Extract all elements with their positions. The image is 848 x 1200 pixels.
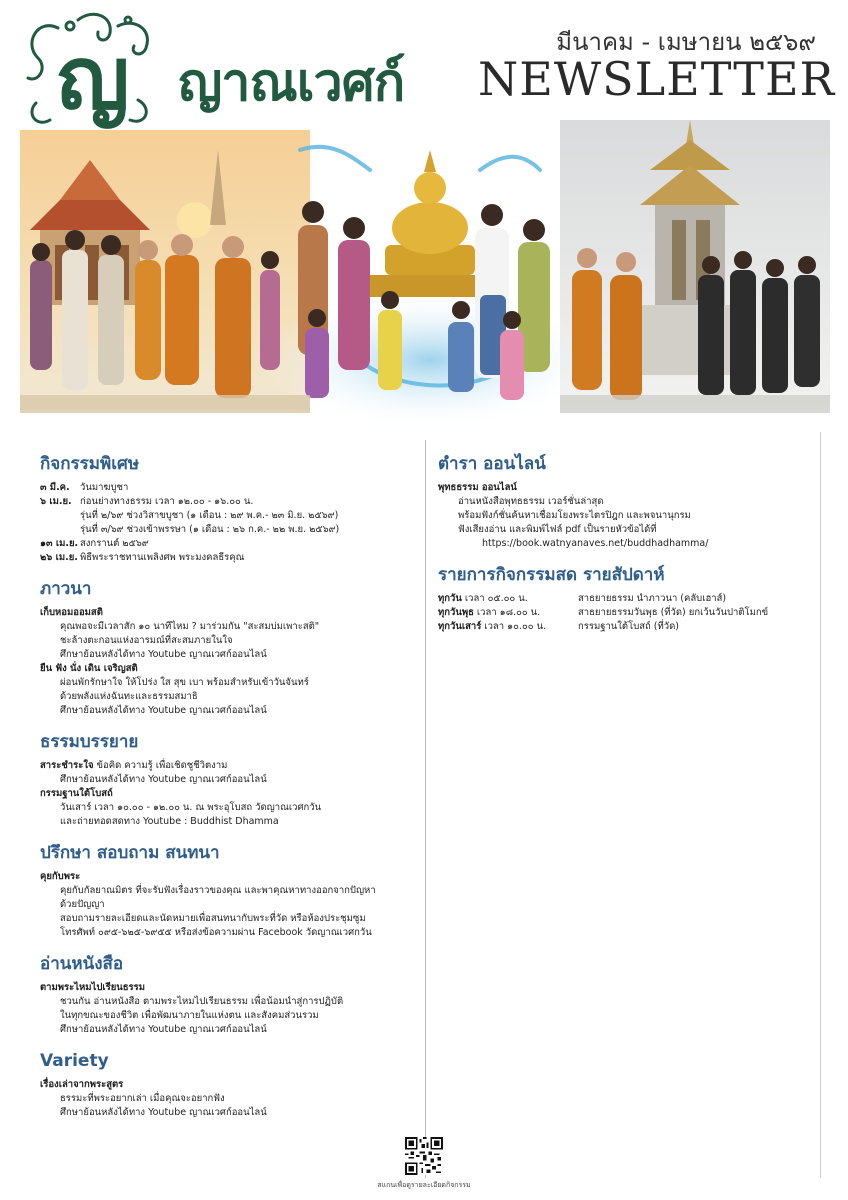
right-rule [820,432,821,1178]
event-date: ๑๓ เม.ย. [40,538,79,549]
event-row [40,537,420,551]
header [0,0,848,129]
body-line: อ่านหนังสือพุทธธรรม เวอร์ชั่นล่าสุด [458,496,604,507]
body-line: สอบถามรายละเอียดและนัดหมายเพื่อสนทนากับพระที่วัด หรือห้องประชุมซูม [60,913,366,924]
body-line: ในทุกขณะของชีวิต เพื่อพัฒนาภายในแห่งตน และสังคมส่วนรวม [60,1010,319,1021]
issue-date: มีนาคม - เมษายน ๒๕๖๙ [556,28,816,56]
schedule-row [438,592,818,606]
section-online-textbook [438,454,818,551]
body-line: พร้อมฟังก์ชั่นค้นหาเชื่อมโยงพระไตรปิฎก และพจนานุกรม [458,510,691,521]
event-subline: รุ่นที่ ๒/๖๙ ช่วงวิสาขบูชา (๑ เดือน : ๒๙ พ.ค.- ๒๓ มิ.ย. ๒๕๖๙) [80,510,339,521]
logo-glyph: ญ [56,28,130,129]
section-lecture [40,732,420,829]
section-title: ปรึกษา สอบถาม สนทนา [40,843,220,863]
body-line: ด้วยพลังแห่งฉันทะและธรรมสมาธิ [60,691,198,702]
subsection-title: เรื่องเล่าจากพระสูตร [40,1079,124,1090]
body-line: ศึกษาย้อนหลังได้ทาง Youtube ญาณเวศก์ออนไลน์ [60,649,267,660]
event-text: พิธีพระราชทานเพลิงศพ พระมงคลธีรคุณ [80,552,245,563]
schedule-row [438,606,818,620]
right-column [438,454,818,648]
event-text: สงกรานต์ ๒๕๖๙ [80,538,149,549]
event-date: ๒๖ เม.ย. [40,552,78,563]
body-line: ศึกษาย้อนหลังได้ทาง Youtube ญาณเวศก์ออนไลน์ [60,1024,267,1035]
event-date: ๓ มี.ค. [40,482,70,493]
section-reading [40,954,420,1037]
schedule-day: ทุกวันเสาร์ [438,621,482,632]
subsection-title: กรรมฐานใต้โบสถ์ [40,788,113,799]
section-title: ภาวนา [40,579,92,599]
body-line: วันเสาร์ เวลา ๑๐.๐๐ - ๑๒.๐๐ น. ณ พระอุโบสถ วัดญาณเวศกวัน [60,802,322,813]
subsection-title: คุยกับพระ [40,871,81,882]
schedule-activity: กรรมฐานใต้โบสถ์ (ที่วัด) [578,621,679,632]
section-special-events [40,454,420,565]
body-line: ฟังเสียงอ่าน และพิมพ์ไฟล์ pdf เป็นรายหัวข้อได้ที่ [458,524,657,535]
songkran-illustration [0,110,848,428]
left-column [40,454,420,1134]
section-weekly-live [438,565,818,634]
section-title: Variety [40,1051,109,1071]
body-line: ชะล้างตะกอนแห่งอารมณ์ที่สะสมภายในใจ [60,635,233,646]
subsection-title: เก็บหอมออมสติ [40,607,103,618]
body-line: โทรศัพท์ ๐๙๕-๖๒๕-๖๙๕๕ หรือส่งข้อความผ่าน Facebook วัดญาณเวศกวัน [60,927,372,938]
column-divider [425,440,426,1178]
subsection-title: สาระชำระใจ [40,760,94,771]
event-row [40,481,420,495]
subsection-title: ตามพระไหมไปเรียนธรรม [40,982,146,993]
body-line: คุณพอจะมีเวลาสัก ๑๐ นาทีไหม ? มาร่วมกัน "สะสมบ่มเพาะสติ" [60,621,320,632]
subsection-title: ยืน ฟัง นั่ง เดิน เจริญสติ [40,663,138,674]
body-line: ชวนกัน อ่านหนังสือ ตามพระไหมไปเรียนธรรม เพื่อน้อมนำสู่การปฏิบัติ [60,996,344,1007]
body-line: และถ่ายทอดสดทาง Youtube : Buddhist Dhamma [60,816,279,827]
section-consult [40,843,420,940]
qr-code[interactable] [405,1137,443,1175]
body-line: ด้วยปัญญา [60,899,105,910]
schedule-activity: สาธยายธรรม นำภาวนา (คลับเฮาส์) [578,593,727,604]
event-subline: รุ่นที่ ๓/๖๙ ช่วงเข้าพรรษา (๑ เดือน : ๒๖ ก.ค.- ๒๒ พ.ย. ๒๕๖๙) [80,524,340,535]
section-title: กิจกรรมพิเศษ [40,454,140,474]
body-line: ผ่อนพักรักษาใจ ให้โปร่ง ใส สุข เบา พร้อมสำหรับเข้าวันจันทร์ [60,677,309,688]
buddhadhamma-link[interactable]: https://book.watnyanaves.net/buddhadhamma/ [482,538,709,549]
qr-caption: สแกนเพื่อดูรายละเอียดกิจกรรม [377,1181,471,1189]
section-meditation [40,579,420,718]
event-row [40,551,420,565]
body-line: คุยกับกัลยาณมิตร ที่จะรับฟังเรื่องราวของคุณ และพาคุณหาทางออกจากปัญหา [60,885,376,896]
subsection-tail: ข้อคิด ความรู้ เพื่อเชิดชูชีวิตงาม [93,760,228,771]
schedule-activity: สาธยายธรรมวันพุธ (ที่วัด) ยกเว้นวันปาติโมกข์ [578,607,769,618]
body-line: ศึกษาย้อนหลังได้ทาง Youtube ญาณเวศก์ออนไลน์ [60,1107,267,1118]
section-title: รายการกิจกรรมสด รายสัปดาห์ [438,565,665,585]
section-title: ตำรา ออนไลน์ [438,454,546,474]
schedule-row [438,620,818,634]
event-text: ก่อนย่างทางธรรม เวลา ๑๒.๐๐ - ๑๖.๐๐ น. [80,496,254,507]
subsection-line [40,759,420,773]
event-text: วันมาฆบูชา [80,482,129,493]
event-date: ๖ เม.ย. [40,496,72,507]
brand-title: ญาณเวศก์ [178,52,405,113]
body-line: ศึกษาย้อนหลังได้ทาง Youtube ญาณเวศก์ออนไลน์ [60,774,267,785]
body-line: ธรรมะที่พระอยากเล่า เมื่อคุณจะอยากฟัง [60,1093,225,1104]
section-title: อ่านหนังสือ [40,954,124,974]
body-line: ศึกษาย้อนหลังได้ทาง Youtube ญาณเวศก์ออนไลน์ [60,705,267,716]
schedule-time: เวลา ๐๕.๐๐ น. [461,593,528,604]
schedule-time: เวลา ๑๘.๐๐ น. [473,607,541,618]
section-variety [40,1051,420,1120]
schedule-day: ทุกวันพุธ [438,607,474,618]
schedule-time: เวลา ๑๐.๐๐ น. [481,621,547,632]
event-row [40,495,420,509]
subsection-title: พุทธธรรม ออนไลน์ [438,482,517,493]
section-title: ธรรมบรรยาย [40,732,139,752]
schedule-day: ทุกวัน [438,593,462,604]
newsletter-wordmark: NEWSLETTER [478,52,836,106]
